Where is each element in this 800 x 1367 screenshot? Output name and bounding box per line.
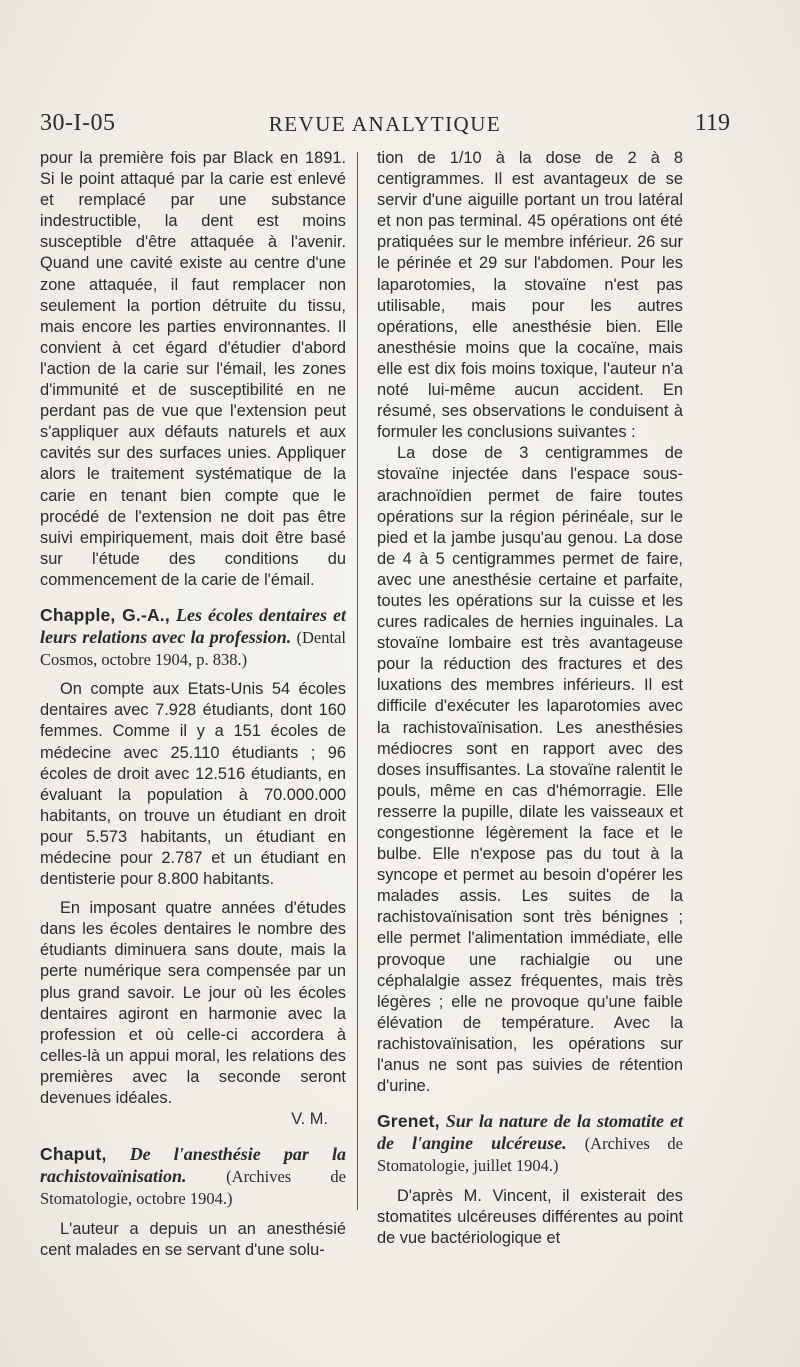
article-title: Les écoles dentaires et leurs relations avec la profession. — [40, 604, 346, 648]
running-title: REVUE ANALYTIQUE — [268, 112, 502, 136]
paragraph: L'auteur a depuis un an anesthésié cent malades en se servant d'une solu- — [40, 1219, 346, 1259]
article-title: De l'anesthésie par la rachistovaïnisation. — [40, 1144, 346, 1187]
paragraph: pour la première fois par Black en 1891. Si le point attaqué par la carie est enlevé et remplacé par une substance indestructible, la dent est moins susceptible d'être attaquée à l'avenir. Quand une cavité existe au centre d'une zone attaquée, il faut remplacer non seulement la portion détruite du tissu, mais encore les parties environnantes. Il convient à cet égard d'étudier d'abord l'action de la carie sur l'émail, les zones d'immunité et de susceptibilité en ne perdant pas de vue que l'extension peut s'appliquer aux défauts naturels et aux cavités sur des surfaces unies. Appliquer alors le traitement systématique de la carie en tenant bien compte que le procédé de l'extension ne doit pas être suivi empiriquement, mais doit être basé sur l'étude des conditions du commencement de la carie de l'émail. — [40, 149, 346, 589]
paragraph: La dose de 3 centigrammes de stovaïne injectée dans l'espace sous-arachnoïdien permet de faire toutes opérations sur la région périnéale, sur le pied et la jambe jusqu'au genou. La dose de 4 à 5 centigrammes permet de faire, avec une anesthésie certaine et parfaite, toutes les opérations sur la cuisse et les cures radicales de hernies inguinales. La stovaïne lombaire est très avantageuse pour la réduction des fractures et des luxations des membres inférieurs. Il est difficile d'exécuter les laparotomies avec la rachistovaïnisation. Les anesthésies médiocres sont en rapport avec des doses insuffisantes. La stovaïne ralentit le pouls, même en cas d'hémorragie. Elle resserre la pupille, dilate les vaisseaux et congestionne légèrement la face et le bulbe. Elle n'expose pas du tout à la syncope et permet au besoin d'opérer les malades assis. Les suites de la rachistovaïnisation sont très bénignes ; elle permet l'alimentation immédiate, elle provoque une rachialgie ou une céphalalgie assez fréquentes, mais très légères ; elle ne provoque qu'une faible élévation de température. Avec la rachistovaïnisation, les opérations sur l'anus ne sont pas suivies de rétention d'urine. — [377, 444, 683, 1096]
paragraph: tion de 1/10 à la dose de 2 à 8 centigrammes. Il est avantageux de se servir d'une aiguille portant un trou latéral et non pas terminal. 45 opérations ont été pratiquées sur le membre inférieur. 26 sur le périnée et 29 sur l'abdomen. Pour les laparotomies, la stovaïne n'est pas utilisable, mais pour les autres opérations, elle anesthésie bien. Elle anesthésie moins que la cocaïne, mais elle est dix fois moins toxique, l'auteur n'a noté lui-même aucun accident. En résumé, ses observations le conduisent à formuler les conclusions suivantes : — [377, 149, 683, 442]
issue-date: 30-I-05 — [40, 110, 116, 136]
left-column — [40, 148, 346, 1261]
article-heading-grenet — [377, 1111, 683, 1177]
right-column — [377, 148, 683, 1249]
paragraph: D'après M. Vincent, il existerait des stomatites ulcéreuses différentes au point de vue bactériologique et — [377, 1186, 683, 1247]
column-divider — [357, 152, 358, 1210]
article-reference: (Dental Cosmos, octobre 1904, p. 838.) — [40, 628, 346, 670]
article-author: Chaput, — [40, 1144, 107, 1165]
article-title: Sur la nature de la stomatite et de l'angine ulcéreuse. — [377, 1111, 683, 1154]
article-author: Chapple, G.-A., — [40, 604, 170, 625]
paragraph: En imposant quatre années d'études dans les écoles dentaires le nombre des étudiants diminuera sans doute, mais la perte numérique sera compensée par un plus grand savoir. Le jour où les écoles dentaires agiront en harmonie avec la profession et où celle-ci accordera à celles-là un appui moral, les relations des premières avec la seconde seront devenues idéales. — [40, 899, 346, 1108]
page-number: 119 — [694, 110, 730, 136]
article-author: Grenet, — [377, 1111, 440, 1132]
article-heading-chapple — [40, 605, 346, 671]
page-header — [40, 110, 730, 150]
article-heading-chaput — [40, 1144, 346, 1210]
article-reference: (Archives de Stomatologie, juillet 1904.) — [377, 1134, 683, 1176]
signature-initials: V. M. — [291, 1110, 328, 1129]
paragraph: On compte aux Etats-Unis 54 écoles dentaires avec 7.928 étudiants, dont 160 femmes. Comme il y a 151 écoles de médecine avec 25.110 étudiants ; 96 écoles de droit avec 12.516 étudiants, en évaluant la population à 70.000.000 habitants, on trouve un étudiant en droit pour 5.573 habitants, un étudiant en médecine pour 2.787 et un étudiant en dentisterie pour 8.800 habitants. — [40, 680, 346, 889]
article-reference: (Archives de Stomatologie, octobre 1904.) — [40, 1167, 346, 1209]
